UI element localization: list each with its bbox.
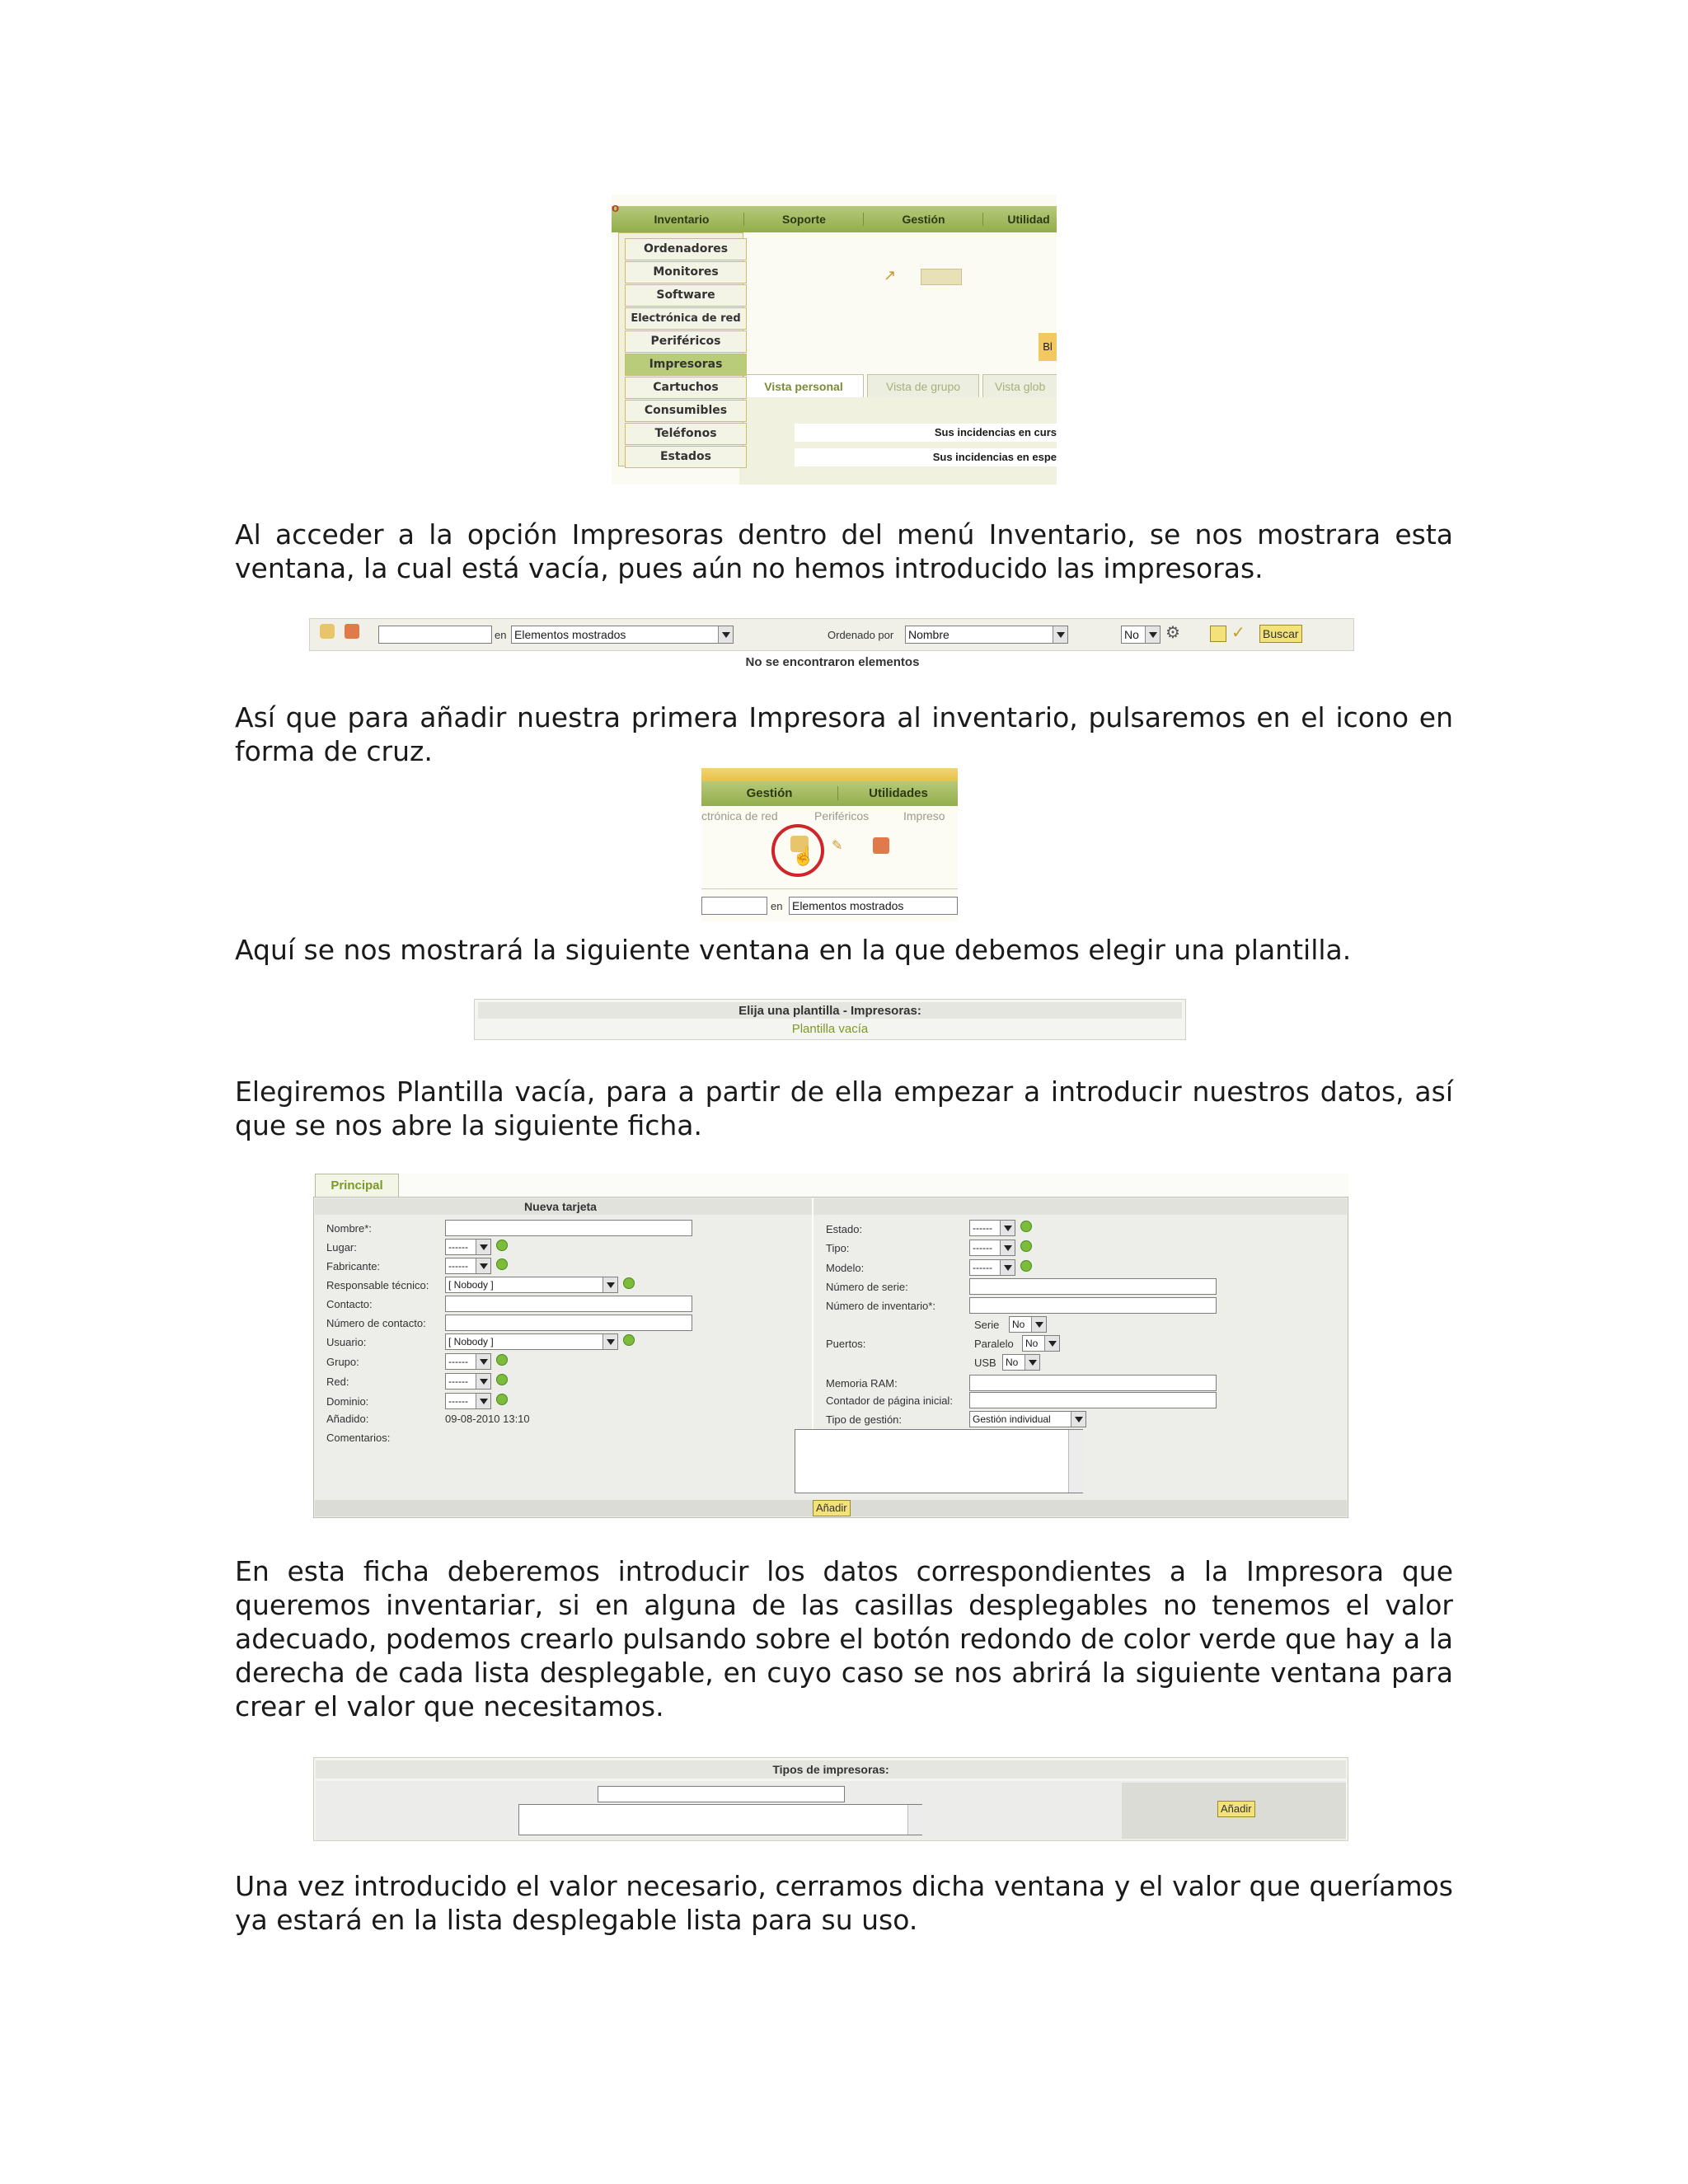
toolbar-widget [921, 269, 962, 285]
select-usuario[interactable] [445, 1333, 618, 1350]
add-modelo-dot[interactable] [1020, 1260, 1032, 1272]
label-dominio: Dominio: [326, 1395, 369, 1408]
select-tipo[interactable] [969, 1240, 1015, 1256]
label-tipo-gestion: Tipo de gestión: [826, 1413, 903, 1426]
label-puertos: Puertos: [826, 1338, 866, 1350]
chevron-down-icon [476, 1258, 490, 1273]
select-usb[interactable] [1002, 1354, 1040, 1371]
elementos-select[interactable] [789, 897, 958, 915]
chevron-down-icon [1000, 1221, 1015, 1235]
label-estado: Estado: [826, 1223, 863, 1235]
trash-icon[interactable] [345, 624, 359, 639]
label-usuario: Usuario: [326, 1336, 367, 1348]
anadido-value: 09-08-2010 13:10 [445, 1413, 530, 1425]
menu-item-ordenadores[interactable]: Ordenadores [625, 238, 747, 260]
cursor-arrow-icon: ↗ [884, 267, 897, 284]
screenshot-tipos-impresoras [313, 1757, 1348, 1841]
view-tab-personal[interactable]: Vista personal [743, 374, 864, 398]
top-strip [701, 768, 958, 781]
label-paralelo: Paralelo [974, 1338, 1014, 1350]
input-nombre[interactable] [445, 1220, 692, 1236]
label-responsable: Responsable técnico: [326, 1279, 429, 1291]
select-responsable-value: [ Nobody ] [448, 1279, 494, 1291]
en-label: en [771, 900, 783, 912]
chevron-down-icon [476, 1394, 490, 1408]
label-contador: Contador de página inicial: [826, 1394, 953, 1407]
screenshot-add-icon [701, 768, 958, 921]
label-tipo: Tipo: [826, 1242, 850, 1254]
reset-icon[interactable] [1210, 626, 1226, 642]
chevron-down-icon [718, 626, 733, 643]
select-tipo-gestion-value: Gestión individual [973, 1413, 1051, 1425]
chevron-down-icon [1000, 1240, 1015, 1255]
label-serie: Serie [974, 1319, 1000, 1331]
toolbar-divider [701, 888, 958, 889]
label-fabricante: Fabricante: [326, 1260, 381, 1272]
menu-tab-utilidades[interactable]: Utilidades [837, 786, 958, 800]
tipo-name-input[interactable] [598, 1786, 845, 1802]
input-numero-contacto[interactable] [445, 1315, 692, 1331]
select-grupo-value: ------ [448, 1356, 468, 1367]
select-usuario-value: [ Nobody ] [448, 1336, 494, 1347]
elementos-select[interactable] [511, 626, 734, 644]
form-header: Nueva tarjeta [524, 1200, 597, 1213]
select-lugar-value: ------ [448, 1241, 468, 1253]
menu-tab-gestion[interactable]: Gestión [863, 213, 983, 226]
bl-button[interactable]: Bl [1039, 333, 1057, 361]
incidencias-en-curso[interactable]: Sus incidencias en curs [795, 424, 1057, 442]
tab-principal[interactable]: Principal [315, 1174, 399, 1197]
menu-item-electronica[interactable]: Electrónica de red [625, 307, 747, 330]
nombre-select[interactable] [905, 626, 1068, 644]
textarea-scrollbar[interactable] [907, 1805, 922, 1835]
select-tipo-gestion[interactable] [969, 1411, 1086, 1427]
chevron-down-icon [476, 1354, 490, 1369]
menu-tab-gestion[interactable]: Gestión [746, 786, 793, 800]
submenu-perifericos[interactable]: Periféricos [814, 809, 870, 823]
plantilla-vacia-link[interactable]: Plantilla vacía [791, 1022, 869, 1036]
select-grupo[interactable] [445, 1353, 491, 1370]
hand-cursor-icon: ☝ [792, 846, 815, 866]
tipo-comment-textarea[interactable] [518, 1804, 922, 1835]
empty-message: No se encontraron elementos [745, 655, 920, 669]
select-estado-value: ------ [973, 1222, 992, 1234]
textarea-comentarios[interactable] [795, 1429, 1083, 1493]
menu-item-software[interactable]: Software [625, 284, 747, 307]
select-modelo-value: ------ [973, 1262, 992, 1273]
label-grupo: Grupo: [326, 1356, 359, 1368]
label-red: Red: [326, 1376, 349, 1388]
submenu-electronica[interactable]: ctrónica de red [701, 809, 778, 823]
screenshot-nueva-tarjeta [313, 1174, 1348, 1518]
label-nombre: Nombre*: [326, 1222, 372, 1235]
chevron-down-icon [1031, 1317, 1046, 1332]
menu-item-telefonos[interactable]: Teléfonos [625, 423, 747, 445]
input-memoria[interactable] [969, 1375, 1217, 1391]
select-serie-value: No [1012, 1319, 1025, 1330]
paragraph-5: En esta ficha deberemos introducir los datos correspondientes a la Impresora que queremos inventariar, si en alguna de las casillas desplegables no tenemos el valor adecuado, podemos crearlo pulsando sobre el botón redondo de color verde que hay a la derecha de cada lista desplegable, en cuyo caso se nos abrirá la siguiente ventana para crear el valor que necesitamos. [235, 1555, 1453, 1722]
elementos-select-value: Elementos mostrados [514, 628, 626, 641]
select-paralelo-value: No [1025, 1338, 1039, 1349]
add-tipo-dot[interactable] [1020, 1240, 1032, 1252]
label-numero-contacto: Número de contacto: [326, 1317, 426, 1329]
label-numero-inventario: Número de inventario*: [826, 1300, 935, 1312]
plantilla-title: Elija una plantilla - Impresoras: [738, 1004, 921, 1018]
add-grupo-dot[interactable] [496, 1354, 508, 1366]
textarea-scrollbar[interactable] [1068, 1430, 1083, 1493]
paragraph-6: Una vez introducido el valor necesario, cerramos dicha ventana y el valor que queríamos ya estará en la lista desplegable lista para su uso. [235, 1870, 1453, 1936]
label-memoria: Memoria RAM: [826, 1377, 898, 1390]
no-select-value: No [1124, 628, 1139, 641]
menu-item-impresoras[interactable]: Impresoras [625, 354, 747, 376]
paragraph-4: Elegiremos Plantilla vacía, para a partir de ella empezar a introducir nuestros datos, así que se nos abre la siguiente ficha. [235, 1076, 1453, 1141]
menu-item-consumibles[interactable]: Consumibles [625, 400, 747, 422]
add-lugar-dot[interactable] [496, 1240, 508, 1251]
ordenado-label: Ordenado por [828, 629, 894, 641]
label-numero-serie: Número de serie: [826, 1281, 908, 1293]
chevron-down-icon [603, 1334, 617, 1349]
select-fabricante-value: ------ [448, 1260, 468, 1272]
options-icon[interactable]: ⚙ [1165, 624, 1180, 642]
select-tipo-value: ------ [973, 1242, 992, 1254]
tipos-title: Tipos de impresoras: [772, 1763, 889, 1776]
chevron-down-icon [1044, 1336, 1059, 1351]
paragraph-1: Al acceder a la opción Impresoras dentro del menú Inventario, se nos mostrara esta ventana, la cual está vacía, pues aún no hemos introducido las impresoras. [235, 518, 1453, 584]
add-estado-dot[interactable] [1020, 1221, 1032, 1232]
paragraph-3: Aquí se nos mostrará la siguiente ventana en la que debemos elegir una plantilla. [235, 934, 1352, 966]
incidencias-en-espera[interactable]: Sus incidencias en espe [795, 448, 1057, 466]
add-icon[interactable] [320, 624, 335, 639]
select-usb-value: No [1006, 1357, 1019, 1368]
add-button[interactable]: Añadir [1217, 1801, 1255, 1817]
chevron-down-icon [1053, 626, 1067, 643]
view-tab-grupo[interactable]: Vista de grupo [867, 374, 979, 399]
label-contacto: Contacto: [326, 1298, 373, 1310]
select-red-value: ------ [448, 1376, 468, 1387]
chevron-down-icon [1071, 1412, 1085, 1427]
select-dominio-value: ------ [448, 1395, 468, 1407]
search-tool-icon[interactable]: ✎ [832, 839, 843, 853]
column-divider [812, 1198, 814, 1462]
select-lugar[interactable] [445, 1239, 491, 1255]
label-usb: USB [974, 1357, 996, 1369]
menu-tab-inventario[interactable]: Inventario [654, 213, 710, 226]
select-red[interactable] [445, 1373, 491, 1390]
select-responsable[interactable] [445, 1277, 618, 1293]
input-numero-serie[interactable] [969, 1278, 1217, 1295]
add-usuario-dot[interactable] [623, 1334, 635, 1346]
menu-item-perifericos[interactable]: Periféricos [625, 330, 747, 353]
chevron-down-icon [476, 1374, 490, 1389]
no-select[interactable] [1121, 626, 1160, 644]
nombre-select-value: Nombre [908, 628, 950, 641]
label-lugar: Lugar: [326, 1241, 357, 1254]
input-contador[interactable] [969, 1392, 1217, 1408]
add-dominio-dot[interactable] [496, 1394, 508, 1405]
chevron-down-icon [1025, 1355, 1039, 1370]
input-contacto[interactable] [445, 1296, 692, 1312]
menu-item-estados[interactable]: Estados [625, 446, 747, 468]
buscar-button[interactable]: Buscar [1259, 625, 1302, 643]
menu-item-monitores[interactable]: Monitores [625, 261, 747, 284]
search-input[interactable] [701, 897, 767, 915]
menu-tab-soporte[interactable]: Soporte [743, 213, 864, 226]
en-label: en [495, 629, 507, 641]
select-paralelo[interactable] [1022, 1335, 1060, 1352]
search-input[interactable] [378, 626, 492, 644]
add-button[interactable]: Añadir [813, 1500, 851, 1516]
label-anadido: Añadido: [326, 1413, 369, 1425]
select-serie[interactable] [1009, 1316, 1047, 1333]
screenshot-search-toolbar [309, 618, 1354, 651]
trash-icon[interactable] [873, 837, 889, 854]
input-numero-inventario[interactable] [969, 1297, 1217, 1314]
label-modelo: Modelo: [826, 1262, 865, 1274]
logo-fragment: o [612, 201, 620, 215]
label-comentarios: Comentarios: [326, 1432, 391, 1444]
add-responsable-dot[interactable] [623, 1277, 635, 1289]
add-red-dot[interactable] [496, 1374, 508, 1385]
elementos-select-value: Elementos mostrados [792, 899, 904, 912]
menu-tab-utilidad[interactable]: Utilidad [982, 213, 1057, 226]
chevron-down-icon [1145, 626, 1160, 643]
chevron-down-icon [476, 1240, 490, 1254]
menu-item-cartuchos[interactable]: Cartuchos [625, 377, 747, 399]
select-dominio[interactable] [445, 1393, 491, 1409]
select-fabricante[interactable] [445, 1258, 491, 1274]
add-fabricante-dot[interactable] [496, 1258, 508, 1270]
select-modelo[interactable] [969, 1259, 1015, 1276]
view-tab-global[interactable]: Vista glob [982, 374, 1057, 399]
submenu-impresoras[interactable]: Impreso [903, 809, 945, 823]
paragraph-2: Así que para añadir nuestra primera Impresora al inventario, pulsaremos en el icono en forma de cruz. [235, 701, 1453, 767]
chevron-down-icon [1000, 1260, 1015, 1275]
select-estado[interactable] [969, 1220, 1015, 1236]
check-icon[interactable]: ✓ [1231, 624, 1245, 642]
screenshot-plantilla [474, 999, 1186, 1040]
chevron-down-icon [603, 1277, 617, 1292]
